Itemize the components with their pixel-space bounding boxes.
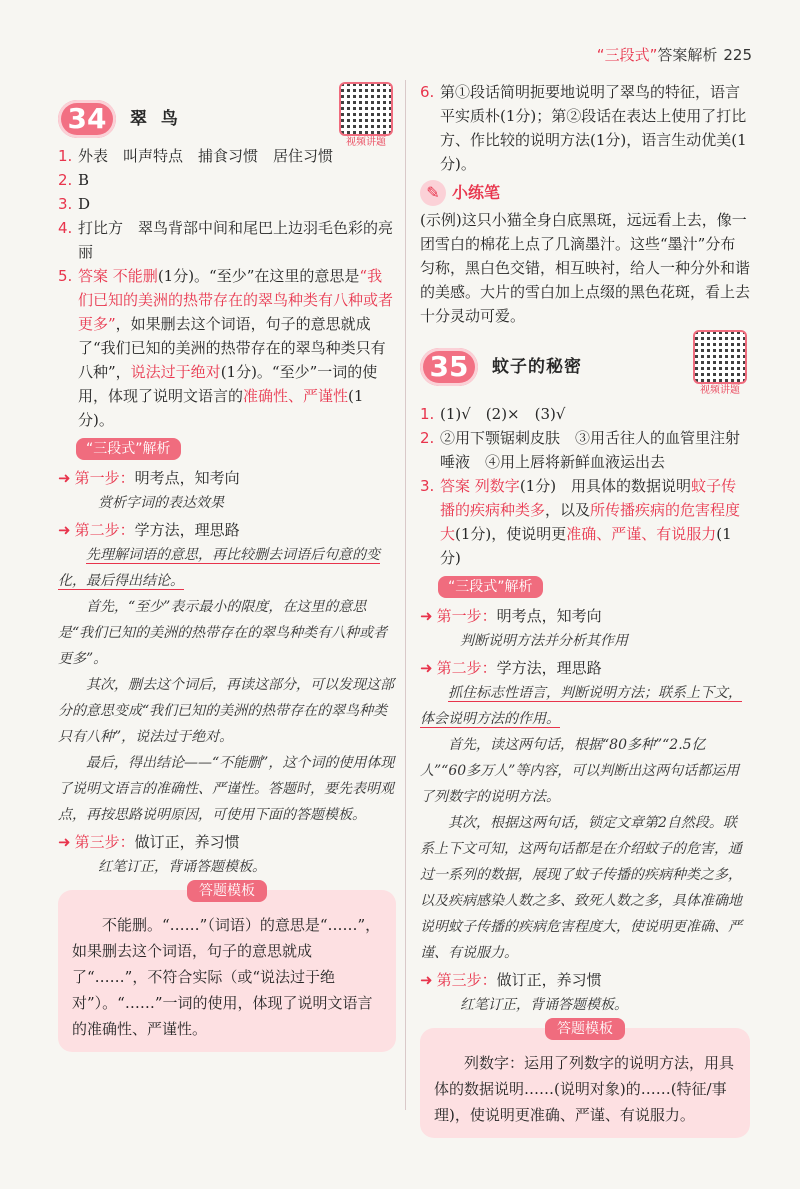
item-text <box>78 264 396 432</box>
answer-key-text: 准确、严谨、有说服力 <box>566 525 717 543</box>
answer-template-box <box>58 883 396 1052</box>
item-number: 1. <box>420 405 435 423</box>
step-2-para: 其次，删去这个词后，再读这部分，可以发现这部分的意思变成“我们已知的美洲的热带存在的翠鸟种类只有八种”，说法过于绝对。 <box>58 677 394 745</box>
practice-label: 小练笔 <box>452 183 501 202</box>
item-number: 4. <box>58 219 73 237</box>
qr-caption: 视频讲题 <box>700 385 740 396</box>
step-1 <box>58 466 396 490</box>
step-title: 做订正，养习惯 <box>134 833 240 851</box>
item-text: (1)√ (2)× (3)√ <box>440 405 566 423</box>
step-label: 第三步： <box>74 833 135 851</box>
template-title: 答题模板 <box>545 1018 625 1040</box>
step-label: 第一步： <box>74 469 135 487</box>
answer-key-text: 不能删 <box>112 267 158 285</box>
practice-text: (示例)这只小猫全身白底黑斑，远远看上去，像一团雪白的棉花上点了几滴墨汁。这些“墨汁”分布匀称，黑白色交错，相互映衬，给人一种分外和谐的美感。大片的雪白加上点缀的黑色花斑，看上去十分灵动可爱。 <box>420 211 751 325</box>
answer-item <box>420 402 750 426</box>
step-title: 做订正，养习惯 <box>496 971 602 989</box>
answer-item <box>58 216 396 264</box>
answer-text: ，如果删去这个词语，句子的意思就成了“我们已知的美洲的热带存在的翠鸟种类只有八种”， <box>78 315 386 381</box>
answer-key-text: 列数字 <box>474 477 520 495</box>
item-number: 3. <box>420 477 435 495</box>
answer-text: ，以及 <box>545 501 591 519</box>
answer-template-box <box>420 1021 750 1138</box>
item-text: 外表 叫声特点 捕食习惯 居住习惯 <box>78 147 334 165</box>
answer-item <box>58 168 396 192</box>
answer-text: (1分) <box>440 525 732 567</box>
answer-key-text: “我们已知的美洲的热带存在的翠鸟种类有八种或者更多” <box>78 267 394 333</box>
step-label: 第二步： <box>74 521 135 539</box>
step-2-lead <box>58 542 396 594</box>
answer-item-5 <box>58 264 396 432</box>
unit-title: 蚊子的秘密 <box>492 357 582 377</box>
item-number: 2. <box>420 429 435 447</box>
answer-label: 答案 <box>440 477 471 495</box>
qr-code-icon <box>693 330 747 384</box>
arrow-icon: ➜ <box>58 469 71 487</box>
step-2-para: 首先，读这两句话，根据“80多种”“2.5亿人”“60多万人”等内容，可以判断出这两句话都运用了列数字的说明方法。 <box>420 737 740 805</box>
qr-code[interactable] <box>336 82 396 150</box>
arrow-icon: ➜ <box>420 971 433 989</box>
answer-item-3 <box>420 474 750 570</box>
right-column <box>420 80 750 1138</box>
step-3 <box>420 968 750 992</box>
template-body: 列数字：运用了列数字的说明方法，用具体的数据说明……(说明对象)的……(特征/事理)，使说明更准确、严谨、有说服力。 <box>434 1054 735 1124</box>
answer-text: (1分)。 <box>78 387 364 429</box>
step-2-para: 最后，得出结论——“不能删”，这个词的使用体现了说明文语言的准确性、严谨性。答题时，要先表明观点，再按思路说明原因，可使用下面的答题模板。 <box>58 755 395 823</box>
item-number: 5. <box>58 267 73 285</box>
header-brand: “三段式” <box>596 46 658 64</box>
page-number: 225 <box>723 46 752 64</box>
underlined-text: 抓住标志性语言，判断说明方法；联系上下文，体会说明方法的作用。 <box>420 685 742 727</box>
step-2-para: 其次，根据这两句话，锁定文章第2自然段。联系上下文可知，这两句话都是在介绍蚊子的危害，通过一系列的数据，展现了蚊子传播的疾病种类之多，以及疾病感染人数之多、致死人数之多，具体准确地说明蚊子传播的疾病危害程度大，使说明更准确、严谨、有说服力。 <box>420 815 742 961</box>
step-title: 学方法，理思路 <box>496 659 602 677</box>
unit-title: 翠 鸟 <box>130 109 182 129</box>
answer-item <box>58 192 396 216</box>
analysis-tag: “三段式”解析 <box>76 438 181 460</box>
step-title: 明考点，知考向 <box>134 469 240 487</box>
item-text: B <box>78 171 90 189</box>
analysis-tag: “三段式”解析 <box>438 576 543 598</box>
answer-item-6 <box>420 80 750 176</box>
answer-text: (1分) 用具体的数据说明 <box>519 477 692 495</box>
template-title: 答题模板 <box>187 880 267 902</box>
arrow-icon: ➜ <box>58 521 71 539</box>
step-label: 第二步： <box>436 659 497 677</box>
arrow-icon: ➜ <box>58 833 71 851</box>
qr-caption: 视频讲题 <box>346 137 386 148</box>
step-1-text: 判断说明方法并分析其作用 <box>460 633 628 649</box>
template-body: 不能删。“……”（词语）的意思是“……”，如果删去这个词语，句子的意思就成了“……”，不符合实际（或“说法过于绝对”）。“……”一词的使用，体现了说明文语言的准确性、严谨性。 <box>72 916 381 1038</box>
item-number: 6. <box>420 83 435 101</box>
item-text: 打比方 翠鸟背部中间和尾巴上边羽毛色彩的亮丽 <box>78 219 394 261</box>
unit-35-heading <box>420 342 750 396</box>
item-text: ②用下颚锯刺皮肤 ③用舌往人的血管里注射唾液 ④用上唇将新鲜血液运出去 <box>440 429 741 471</box>
underlined-text: 先理解词语的意思，再比较删去词语后句意的变化，最后得出结论。 <box>58 547 380 589</box>
answer-label: 答案 <box>78 267 109 285</box>
item-number: 1. <box>58 147 73 165</box>
step-2-lead <box>420 680 750 732</box>
pencil-icon: ✎ <box>420 180 446 206</box>
step-2 <box>58 518 396 542</box>
qr-code[interactable] <box>690 330 750 398</box>
step-2 <box>420 656 750 680</box>
unit-number-badge: 35 <box>420 348 478 386</box>
item-text: D <box>78 195 91 213</box>
step-3 <box>58 830 396 854</box>
column-divider <box>405 80 406 1110</box>
answer-key-text: 蚊子传播的疾病种类多 <box>440 477 737 519</box>
answer-text: (1分)，使说明更 <box>455 525 567 543</box>
unit-34-heading <box>58 94 396 148</box>
answer-key-text: 准确性、严谨性 <box>243 387 349 405</box>
answer-text: (1分)。“至少”在这里的意思是 <box>157 267 360 285</box>
item-text <box>440 474 750 570</box>
item-number: 3. <box>58 195 73 213</box>
step-3-text: 红笔订正，背诵答题模板。 <box>98 859 266 875</box>
item-number: 2. <box>58 171 73 189</box>
arrow-icon: ➜ <box>420 659 433 677</box>
arrow-icon: ➜ <box>420 607 433 625</box>
header-title: 答案解析 <box>657 46 718 64</box>
page-header <box>597 44 752 65</box>
answer-key-text: 说法过于绝对 <box>130 363 221 381</box>
step-1-text: 赏析字词的表达效果 <box>98 495 224 511</box>
item-text: 第①段话简明扼要地说明了翠鸟的特征，语言平实质朴(1分)；第②段话在表达上使用了打比方、作比较的说明方法(1分)，语言生动优美(1分)。 <box>440 83 747 173</box>
step-label: 第一步： <box>436 607 497 625</box>
answer-text: (1分)。“至少”一词的使用，体现了说明文语言的 <box>78 363 378 405</box>
step-3-text: 红笔订正，背诵答题模板。 <box>460 997 628 1013</box>
answer-key-text: 所传播疾病的危害程度大 <box>440 501 741 543</box>
practice-heading <box>420 180 750 206</box>
left-column <box>58 94 396 1052</box>
unit-number-badge: 34 <box>58 100 116 138</box>
step-title: 明考点，知考向 <box>496 607 602 625</box>
step-title: 学方法，理思路 <box>134 521 240 539</box>
step-2-para: 首先，“至少”表示最小的限度，在这里的意思是“我们已知的美洲的热带存在的翠鸟种类有八种或者更多”。 <box>58 599 388 667</box>
qr-code-icon <box>339 82 393 136</box>
answer-item <box>420 426 750 474</box>
step-label: 第三步： <box>436 971 497 989</box>
step-1 <box>420 604 750 628</box>
